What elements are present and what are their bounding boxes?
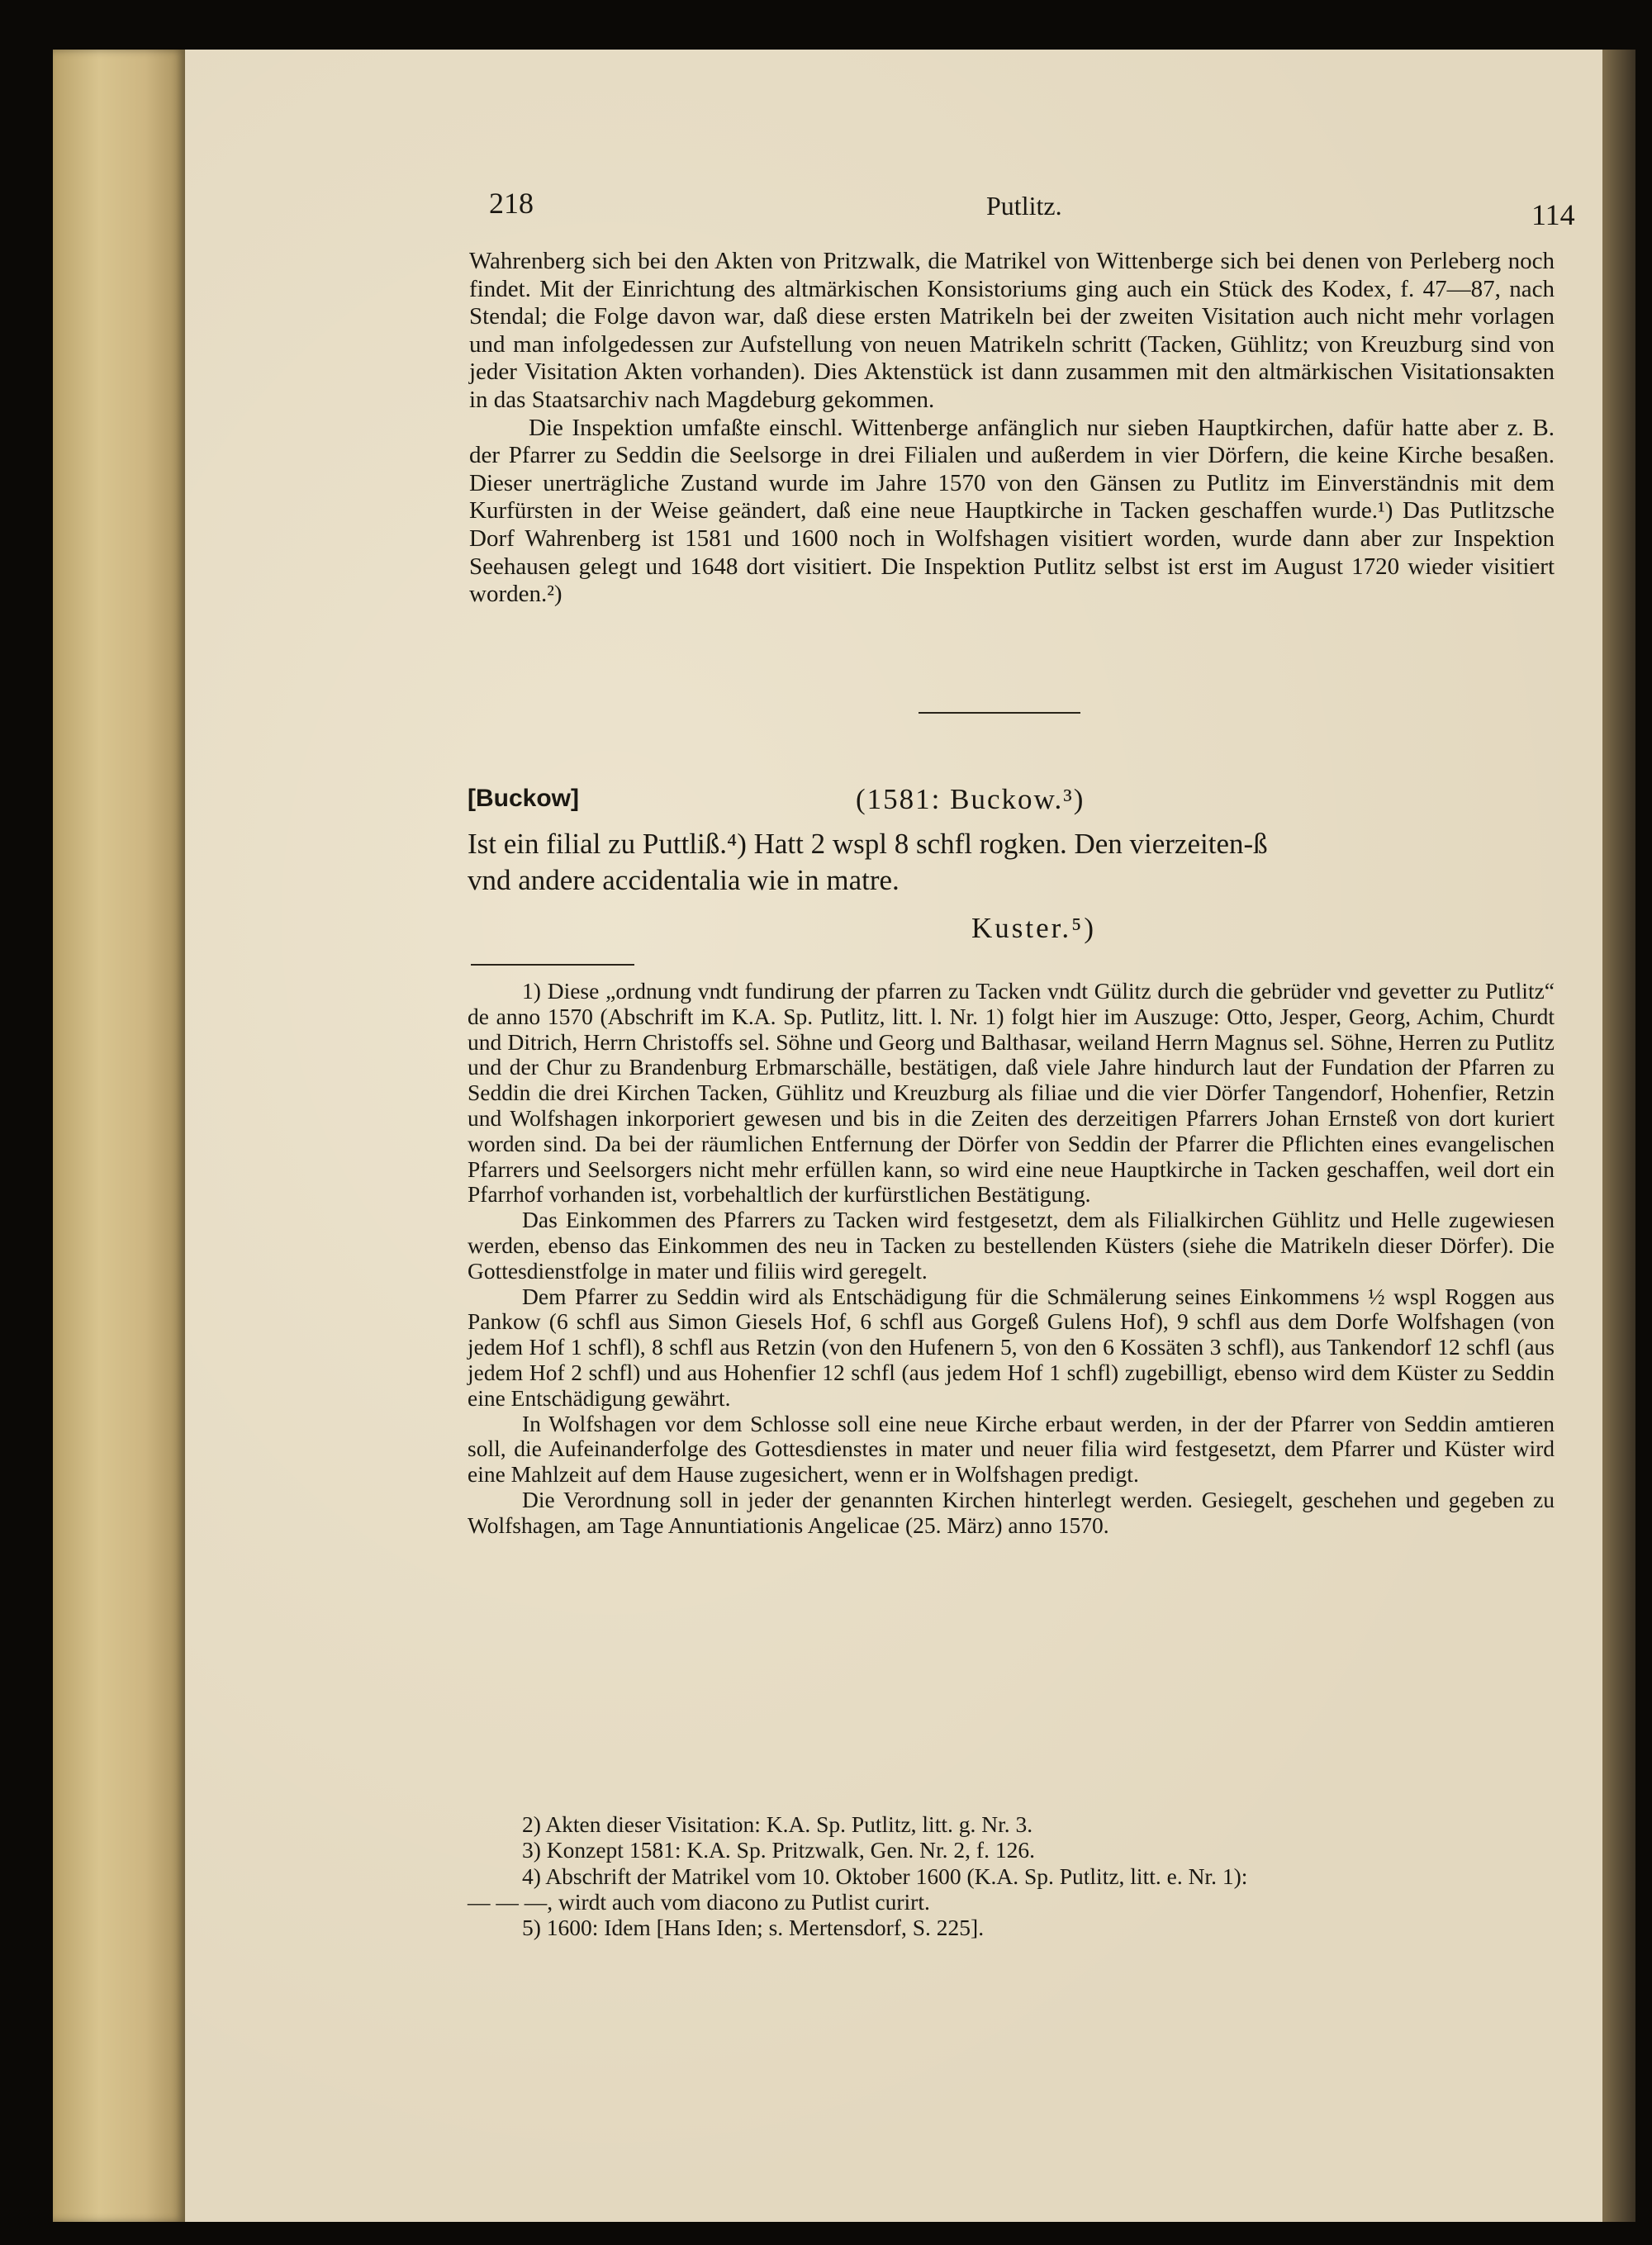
running-title: Putlitz. bbox=[986, 191, 1062, 221]
footnote-1-paragraph-2: Das Einkommen des Pfarrers zu Tacken wird festgesetzt, dem als Filialkirchen Gühlitz und Helle zugewiesen werden, ebenso das Einkommen des neu in Tacken zu bestellenden Küsters (siehe die Matrikeln dieser Dörfer). Die Gottesdienstfolge in mater und filiis wird geregelt. bbox=[468, 1207, 1555, 1284]
entry-officer: Kuster.⁵) bbox=[971, 912, 1096, 944]
page-number: 218 bbox=[489, 187, 534, 220]
entry-date: (1581: Buckow.³) bbox=[856, 783, 1085, 815]
footnote-1-paragraph-1: 1) Diese „ordnung vndt fundirung der pfarren zu Tacken vndt Gülitz durch die gebrüder vnd gevetter zu Putlitz“ de anno 1570 (Abschrift im K.A. Sp. Putlitz, litt. l. Nr. 1) folgt hier im Auszuge: Otto, Jesper, Georg, Achim, Churdt und Ditrich, Herrn Christoffs sel. Söhne und Georg und Balthasar, weiland Herrn Magnus sel. Söhne, Herren zu Putlitz und der Chur zu Brandenburg Erbmarschälle, bestätigen, daß viele Jahre hindurch laut der Fundation der Pfarren zu Seddin die drei Kirchen Tacken, Gühlitz und Kreuzburg als filiae und die vier Dörfer Tangendorf, Hohenfier, Retzin und Wolfshagen inkorporiert gewesen und bis in die Zeiten des derzeitigen Pfarrers Johan Ernsteß von dort kuriert worden sind. Da bei der räumlichen Entfernung der Dörfer von Seddin der Pfarrer die Pflichten eines evangelischen Pfarrers und Seelsorgers nicht mehr erfüllen kann, so wird eine neue Hauptkirche in Tacken geschaffen, weil dort ein Pfarrhof vorhanden ist, vorbehaltlich der kurfürstlichen Bestätigung. bbox=[468, 978, 1555, 1208]
footnote-1-paragraph-5: Die Verordnung soll in jeder der genannten Kirchen hinterlegt werden. Gesiegelt, geschehen und gegeben zu Wolfshagen, am Tage Annuntiationis Angelicae (25. März) anno 1570. bbox=[468, 1486, 1555, 1538]
footnote-divider bbox=[471, 964, 634, 966]
entry-line-1: Ist ein filial zu Puttliß.⁴) Hatt 2 wspl 8 schfl rogken. Den vierzeiten-ß bbox=[468, 828, 1268, 860]
footnote-2: 2) Akten dieser Visitation: K.A. Sp. Putlitz, litt. g. Nr. 3. bbox=[522, 1811, 1033, 1837]
footnote-4-quote: — — —, wirdt auch vom diacono zu Putlist curirt. bbox=[468, 1888, 930, 1915]
folio-number: 114 bbox=[1531, 198, 1575, 231]
entry-place-name: [Buckow] bbox=[468, 785, 579, 812]
main-paragraph-2: Die Inspektion umfaßte einschl. Wittenberge anfänglich nur sieben Hauptkirchen, dafür hatte aber z. B. der Pfarrer zu Seddin die Seelsorge in drei Filialen und außerdem in vier Dörfern, die keine Kirche besaßen. Dieser unerträgliche Zustand wurde im Jahre 1570 von den Gänsen zu Putlitz im Einverständnis mit dem Kurfürsten in der Weise geändert, daß eine neue Hauptkirche in Tacken geschaffen wurde.¹) Das Putlitzsche Dorf Wahrenberg ist 1581 und 1600 noch in Wolfshagen visitiert worden, wurde dann aber zur Inspektion Seehausen gelegt und 1648 dort visitiert. Die Inspektion Putlitz selbst ist erst im August 1720 wieder visitiert worden.²) bbox=[469, 414, 1555, 608]
footnotes-2-to-5 bbox=[468, 1811, 1555, 1940]
running-head bbox=[185, 186, 1602, 235]
main-text bbox=[469, 248, 1555, 609]
footnote-1-paragraph-4: In Wolfshagen vor dem Schlosse soll eine neue Kirche erbaut werden, in der der Pfarrer von Seddin amtieren soll, die Aufeinanderfolge des Gottesdienstes in mater und neuer filia wird festgesetzt, dem Pfarrer und Küster wird eine Mahlzeit auf dem Hause zugesichert, wenn er in Wolfshagen predigt. bbox=[468, 1410, 1555, 1488]
entry-heading bbox=[468, 785, 1566, 826]
entry-text bbox=[468, 826, 1574, 899]
main-paragraph-1: Wahrenberg sich bei den Akten von Pritzwalk, die Matrikel von Wittenberge sich bei denen von Perleberg noch findet. Mit der Einrichtung des altmärkischen Konsistoriums ging auch ein Stück des Kodex, f. 47—87, nach Stendal; die Folge davon war, daß diese ersten Matrikeln bei der zweiten Visitation auch nicht mehr vorlagen und man infolgedessen zur Aufstellung von neuen Matrikeln schritt (Tacken, Gühlitz; von Kreuzburg sind von jeder Visitation Akten vorhanden). Dies Aktenstück ist dann zusammen mit den altmärkischen Visitationsakten in das Staatsarchiv nach Magdeburg gekommen. bbox=[469, 248, 1555, 413]
footnote-5: 5) 1600: Idem [Hans Iden; s. Mertensdorf, S. 225]. bbox=[522, 1915, 985, 1941]
book-page-edges bbox=[53, 50, 185, 2222]
next-page-edge bbox=[1602, 50, 1635, 2222]
footnote-1-paragraph-3: Dem Pfarrer zu Seddin wird als Entschädigung für die Schmälerung seines Einkommens ½ wspl Roggen aus Pankow (6 schfl aus Simon Giesels Hof, 6 schfl aus Gorgeß Gulens Hof), 9 schfl aus dem Dorfe Wolfshagen (von jedem Hof 1 schfl), 8 schfl aus Retzin (von den Hufenern 5, von den 6 Kossäten 3 schfl), aus Tankendorf 12 schfl (aus jedem Hof 2 schfl) und aus Hohenfier 12 schfl (aus jedem Hof 1 schfl) zugebilligt, ebenso wird dem Küster zu Seddin eine Entschädigung gewährt. bbox=[468, 1283, 1555, 1411]
entry-line-2: vnd andere accidentalia wie in matre. bbox=[468, 864, 900, 896]
footnote-3: 3) Konzept 1581: K.A. Sp. Pritzwalk, Gen. Nr. 2, f. 126. bbox=[522, 1837, 1035, 1863]
footnote-4: 4) Abschrift der Matrikel vom 10. Oktober 1600 (K.A. Sp. Putlitz, litt. e. Nr. 1): bbox=[522, 1863, 1248, 1889]
book-page bbox=[185, 50, 1602, 2222]
section-divider bbox=[919, 712, 1080, 714]
footnote-1 bbox=[468, 979, 1555, 1539]
